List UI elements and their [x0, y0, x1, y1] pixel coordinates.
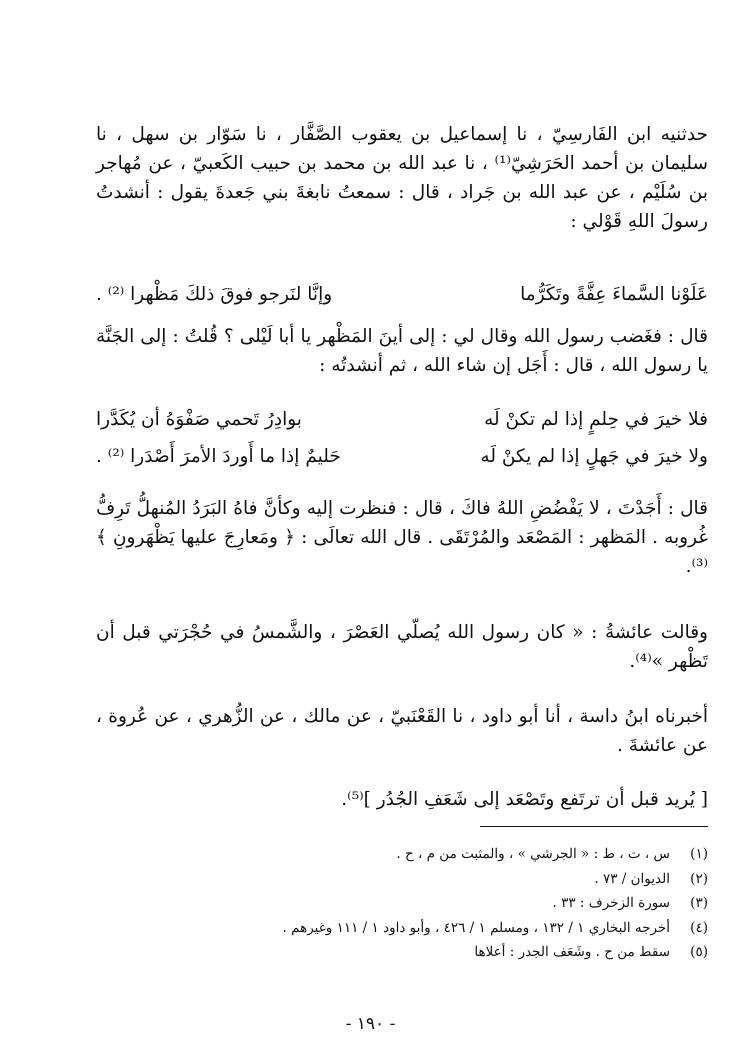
verse-line-2 — [96, 409, 708, 439]
footnote-number: (٥) — [690, 944, 708, 960]
footnote-item — [96, 867, 708, 892]
footnote-number: (٢) — [690, 870, 708, 887]
verse-1-first-hemistich: عَلَوْنا السَّماءَ عِفَّةً وتَكَرُّما — [520, 284, 708, 305]
footnote-text: س ، ت ، ط : « الجرشي » ، والمثبت من م ، ح . — [396, 846, 670, 862]
footnote-item — [96, 842, 708, 867]
footnote-item — [96, 940, 708, 965]
verse-2-second-hemistich: بوادِرُ تَحمي صَفْوَهُ أن يُكَدَّرا — [96, 409, 302, 430]
footnote-text: الديوان / ٧٣ . — [594, 870, 670, 887]
footnote-item — [96, 891, 708, 916]
footnote-item — [96, 916, 708, 941]
footnote-text: سقط من ح . وشَعَف الجدر : أعلاها — [474, 944, 670, 960]
verse-3-first-hemistich: ولا خيرَ في جَهلٍ إذا لم يكنْ لَه — [480, 446, 708, 467]
paragraph-isnad: حدثنيه ابن الفَارسِيّ ، نا إسماعيل بن يعقوب الصَّفَّار ، نا سَوّار بن سهل ، نا سليمان بن أحمد الحَرَشِيّ⁽¹⁾ ، نا عبد الله بن محمد بن حبيب الكَعبيّ ، عن مُهاجر بن سُلَيْم ، عن عبد الله بن جَراد ، قال : سمعتُ نابغةَ بني جَعدةَ يقول : أنشدتُ رسولَ اللهِ قَوْلي : — [96, 124, 708, 232]
footnote-separator — [480, 826, 708, 827]
footnotes — [96, 842, 708, 965]
footnote-number: (٤) — [690, 919, 708, 936]
page-number: - ١٩٠ - — [345, 1014, 396, 1034]
verse-line-1 — [96, 284, 708, 314]
verse-line-3 — [96, 446, 708, 476]
footnote-text: سورة الزخرف : ٣٣ . — [552, 895, 670, 911]
paragraph-explanation: قال : أَجَدْتَ ، لا يَفْضُضِ اللهُ فاكَ ، قال : فنظرت إليه وكأنَّ فاهُ البَرَدُ المُنهلُّ تَرِفُّ غُروبه . المَظهر : المَصْعَد والمُرْتَقَى . قال الله تعالَى : ﴿ ومَعارِجَ عليها يَظْهَرونِ ﴾⁽³⁾. — [96, 498, 708, 577]
verse-2-first-hemistich: فلا خيرَ في حِلمٍ إذا لم تكنْ لَه — [484, 409, 708, 430]
paragraph-aisha-hadith: وقالت عائشةُ : « كان رسول الله يُصلّي العَصْرَ ، والشَّمسُ في حُجْرَتي قبل أن تَظْهر »⁽⁴⁾. — [96, 622, 708, 672]
paragraph-question: قال : فغَضب رسول الله وقال لي : إلى أينَ المَظْهر يا أبا لَيْلى ؟ قُلتُ : إلى الجَنَّة يا رسول الله ، قال : أَجَل إن شاء الله ، ثم أنشدتُه : — [96, 326, 708, 376]
footnote-text: أخرجه البخاري ١ / ١٣٢ ، ومسلم ١ / ٤٢٦ ، وأبو داود ١ / ١١١ وغيرهم . — [282, 919, 670, 936]
verse-3-second-hemistich: حَليمٌ إذا ما أَوردَ الأمرَ أَصْدَرا ⁽²⁾ . — [96, 446, 341, 467]
verse-1-second-hemistich: وإنَّا لنَرجو فوقَ ذلكَ مَظْهرا ⁽²⁾ . — [96, 284, 333, 305]
footnote-number: (١) — [690, 846, 708, 862]
paragraph-isnad-2: أخبرناه ابنُ داسة ، أنا أبو داود ، نا القَعْنَبيّ ، عن مالك ، عن الزُّهري ، عن عُروة ، عن عائشةَ . — [96, 706, 708, 756]
footnote-number: (٣) — [690, 895, 708, 911]
paragraph-gloss: [ يُريد قبل أن ترتَفع وتَصْعَد إلى شَعَفِ الجُدُر ]⁽⁵⁾. — [341, 789, 708, 810]
